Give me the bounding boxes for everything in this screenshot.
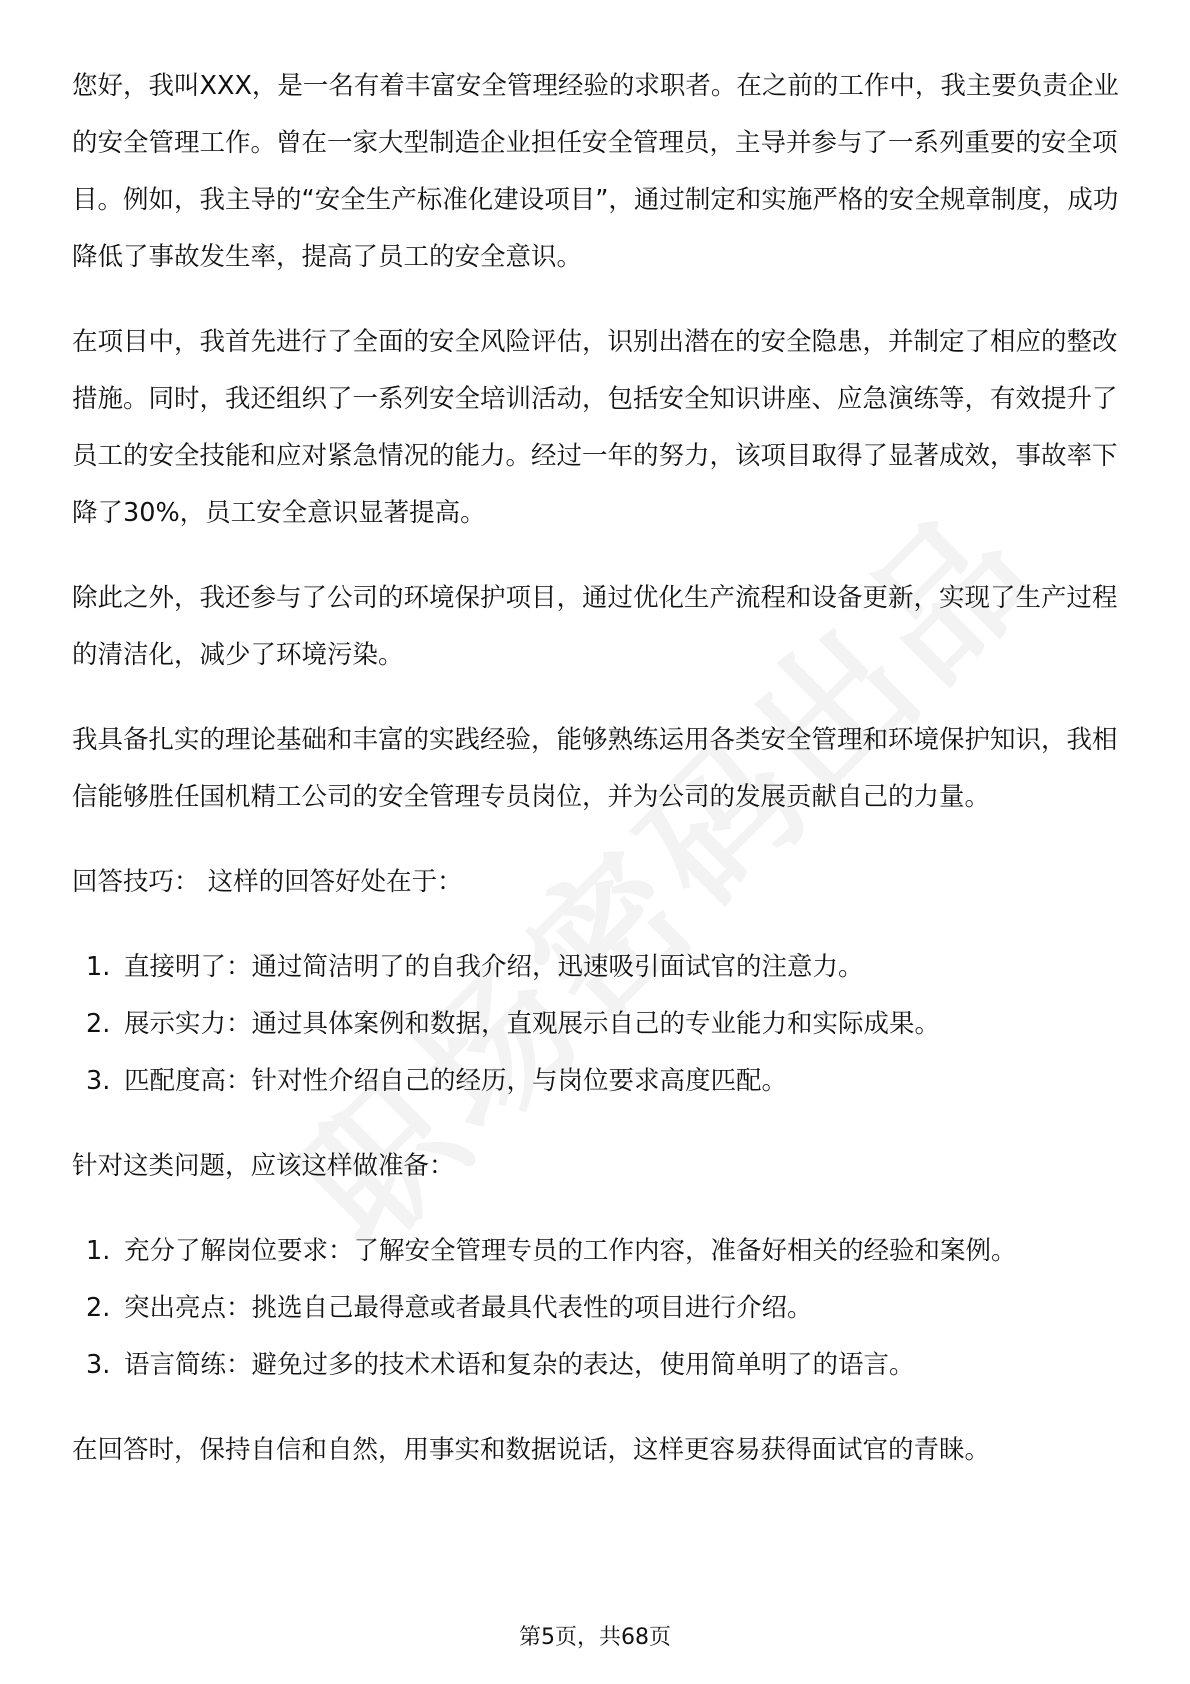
list-text: 充分了解岗位要求：了解安全管理专员的工作内容，准备好相关的经验和案例。 xyxy=(124,1236,1017,1266)
list-number: 3. xyxy=(86,1350,111,1380)
list-item xyxy=(72,1337,1122,1394)
prep-heading: 针对这类问题，应该这样做准备： xyxy=(72,1151,455,1181)
list-number: 1. xyxy=(86,1236,111,1266)
list-text: 语言简练：避免过多的技术术语和复杂的表达，使用简单明了的语言。 xyxy=(124,1350,915,1380)
page-number: 第5页，共68页 xyxy=(519,1625,671,1650)
document-body xyxy=(72,58,1122,1507)
paragraph-summary: 我具备扎实的理论基础和丰富的实践经验，能够熟练运用各类安全管理和环境保护知识，我相信能够胜任国机精工公司的安全管理专员岗位，并为公司的发展贡献自己的力量。 xyxy=(72,725,1118,812)
list-number: 2. xyxy=(86,1293,111,1323)
list-text: 突出亮点：挑选自己最得意或者最具代表性的项目进行介绍。 xyxy=(124,1293,813,1323)
list-text: 直接明了：通过简洁明了的自我介绍，迅速吸引面试官的注意力。 xyxy=(124,952,864,982)
list-text: 展示实力：通过具体案例和数据，直观展示自己的专业能力和实际成果。 xyxy=(124,1009,941,1039)
paragraph-environment: 除此之外，我还参与了公司的环境保护项目，通过优化生产流程和设备更新，实现了生产过程的清洁化，减少了环境污染。 xyxy=(72,583,1118,670)
prep-list xyxy=(72,1223,1122,1394)
tips-heading: 回答技巧： 这样的回答好处在于： xyxy=(72,867,463,897)
paragraph-project: 在项目中，我首先进行了全面的安全风险评估，识别出潜在的安全隐患，并制定了相应的整改措施。同时，我还组织了一系列安全培训活动，包括安全知识讲座、应急演练等，有效提升了员工的安全技能和应对紧急情况的能力。经过一年的努力，该项目取得了显著成效，事故率下降了30%，员工安全意识显著提高。 xyxy=(72,327,1118,528)
list-item xyxy=(72,1053,1122,1110)
list-item xyxy=(72,1280,1122,1337)
list-item xyxy=(72,939,1122,996)
list-item xyxy=(72,1223,1122,1280)
list-item xyxy=(72,996,1122,1053)
paragraph-closing: 在回答时，保持自信和自然，用事实和数据说话，这样更容易获得面试官的青睐。 xyxy=(72,1435,991,1465)
list-text: 匹配度高：针对性介绍自己的经历，与岗位要求高度匹配。 xyxy=(124,1066,788,1096)
list-number: 3. xyxy=(86,1066,111,1096)
list-number: 1. xyxy=(86,952,111,982)
paragraph-intro: 您好，我叫XXX，是一名有着丰富安全管理经验的求职者。在之前的工作中，我主要负责企业的安全管理工作。曾在一家大型制造企业担任安全管理员，主导并参与了一系列重要的安全项目。例如，我主导的“安全生产标准化建设项目”，通过制定和实施严格的安全规章制度，成功降低了事故发生率，提高了员工的安全意识。 xyxy=(72,71,1119,272)
list-number: 2. xyxy=(86,1009,111,1039)
tips-list xyxy=(72,939,1122,1110)
